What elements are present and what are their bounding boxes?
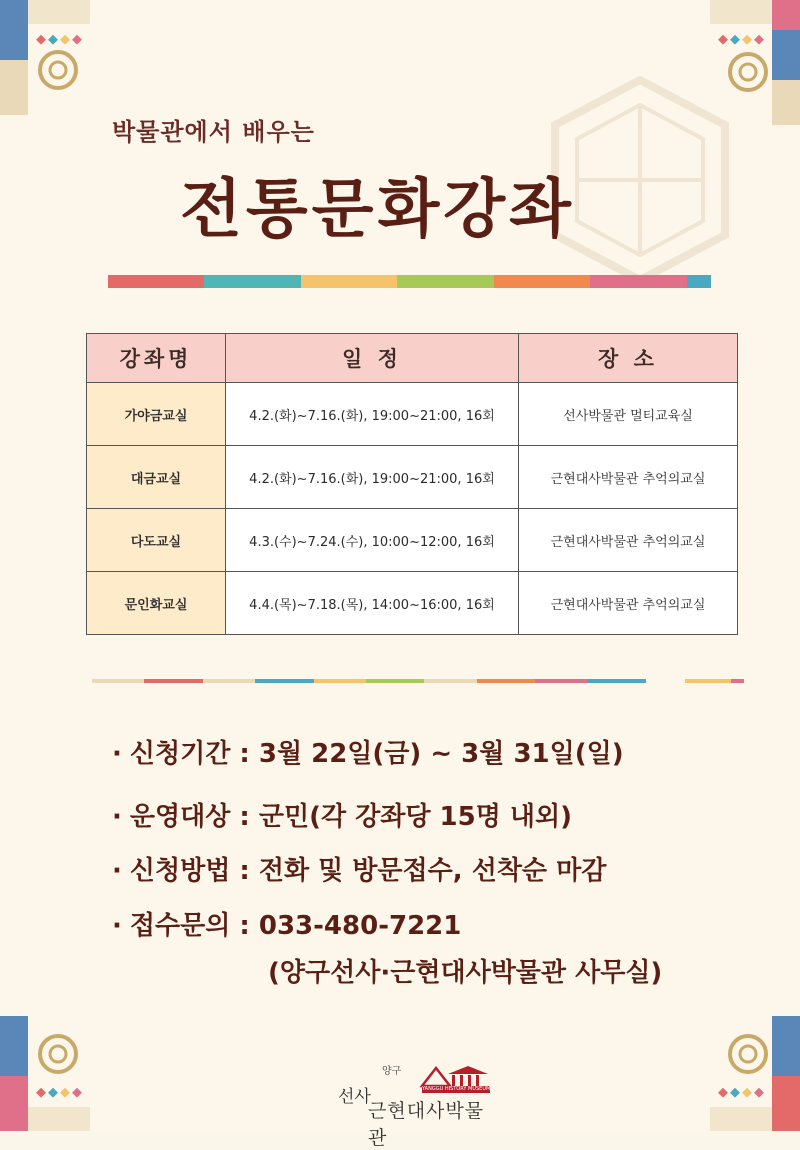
- table-header-row: [87, 334, 738, 383]
- table-row: [87, 572, 738, 635]
- bullet: ·: [112, 739, 122, 769]
- target-text: 운영대상 : 군민(각 강좌당 15명 내외): [129, 802, 573, 832]
- header-schedule: 일 정: [226, 334, 519, 383]
- course-table: [86, 333, 738, 635]
- info-target: [112, 796, 572, 833]
- course-schedule: 4.2.(화)~7.16.(화), 19:00~21:00, 16회: [226, 446, 519, 509]
- course-name: 가야금교실: [87, 383, 226, 446]
- contact-office: (양구선사·근현대사박물관 사무실): [268, 958, 663, 988]
- page-title: 전통문화강좌: [180, 173, 575, 247]
- color-stripe-top: [108, 275, 711, 288]
- course-schedule: 4.4.(목)~7.18.(목), 14:00~16:00, 16회: [226, 572, 519, 635]
- course-name: 문인화교실: [87, 572, 226, 635]
- bullet: ·: [112, 856, 122, 886]
- course-place: 근현대사박물관 추억의교실: [519, 509, 738, 572]
- course-place: 근현대사박물관 추억의교실: [519, 572, 738, 635]
- course-schedule: 4.2.(화)~7.16.(화), 19:00~21:00, 16회: [226, 383, 519, 446]
- logo-line1: 선사: [338, 1087, 371, 1107]
- contact-text: 접수문의 : 033-480-7221: [129, 911, 462, 941]
- info-method: [112, 850, 606, 887]
- logo-banner: YANGGU HISTORY MUSEUM: [422, 1086, 491, 1092]
- course-place: 선사박물관 멀티교육실: [519, 383, 738, 446]
- corner-ornament-top-left: [0, 0, 90, 135]
- table-row: [87, 509, 738, 572]
- subtitle: 박물관에서 배우는: [112, 118, 315, 146]
- bullet: ·: [112, 802, 122, 832]
- logo-region: 양구: [382, 1066, 402, 1077]
- info-contact: [112, 905, 461, 942]
- corner-ornament-bottom-left: [0, 996, 90, 1131]
- museum-building-icon: [418, 1064, 488, 1088]
- method-text: 신청방법 : 전화 및 방문접수, 선착순 마감: [129, 856, 607, 886]
- course-name: 대금교실: [87, 446, 226, 509]
- table-row: [87, 446, 738, 509]
- course-schedule: 4.3.(수)~7.24.(수), 10:00~12:00, 16회: [226, 509, 519, 572]
- course-place: 근현대사박물관 추억의교실: [519, 446, 738, 509]
- application-period-text: 신청기간 : 3월 22일(금) ~ 3월 31일(일): [129, 739, 624, 769]
- color-stripe-divider: [92, 679, 744, 683]
- info-application-period: [112, 733, 624, 770]
- logo-line2: 근현대사박물관: [368, 1100, 485, 1149]
- table-row: [87, 383, 738, 446]
- corner-ornament-bottom-right: [710, 996, 800, 1131]
- bullet: ·: [112, 911, 122, 941]
- museum-logo: [338, 1062, 498, 1149]
- header-course-name: 강좌명: [87, 334, 226, 383]
- course-name: 다도교실: [87, 509, 226, 572]
- header-place: 장 소: [519, 334, 738, 383]
